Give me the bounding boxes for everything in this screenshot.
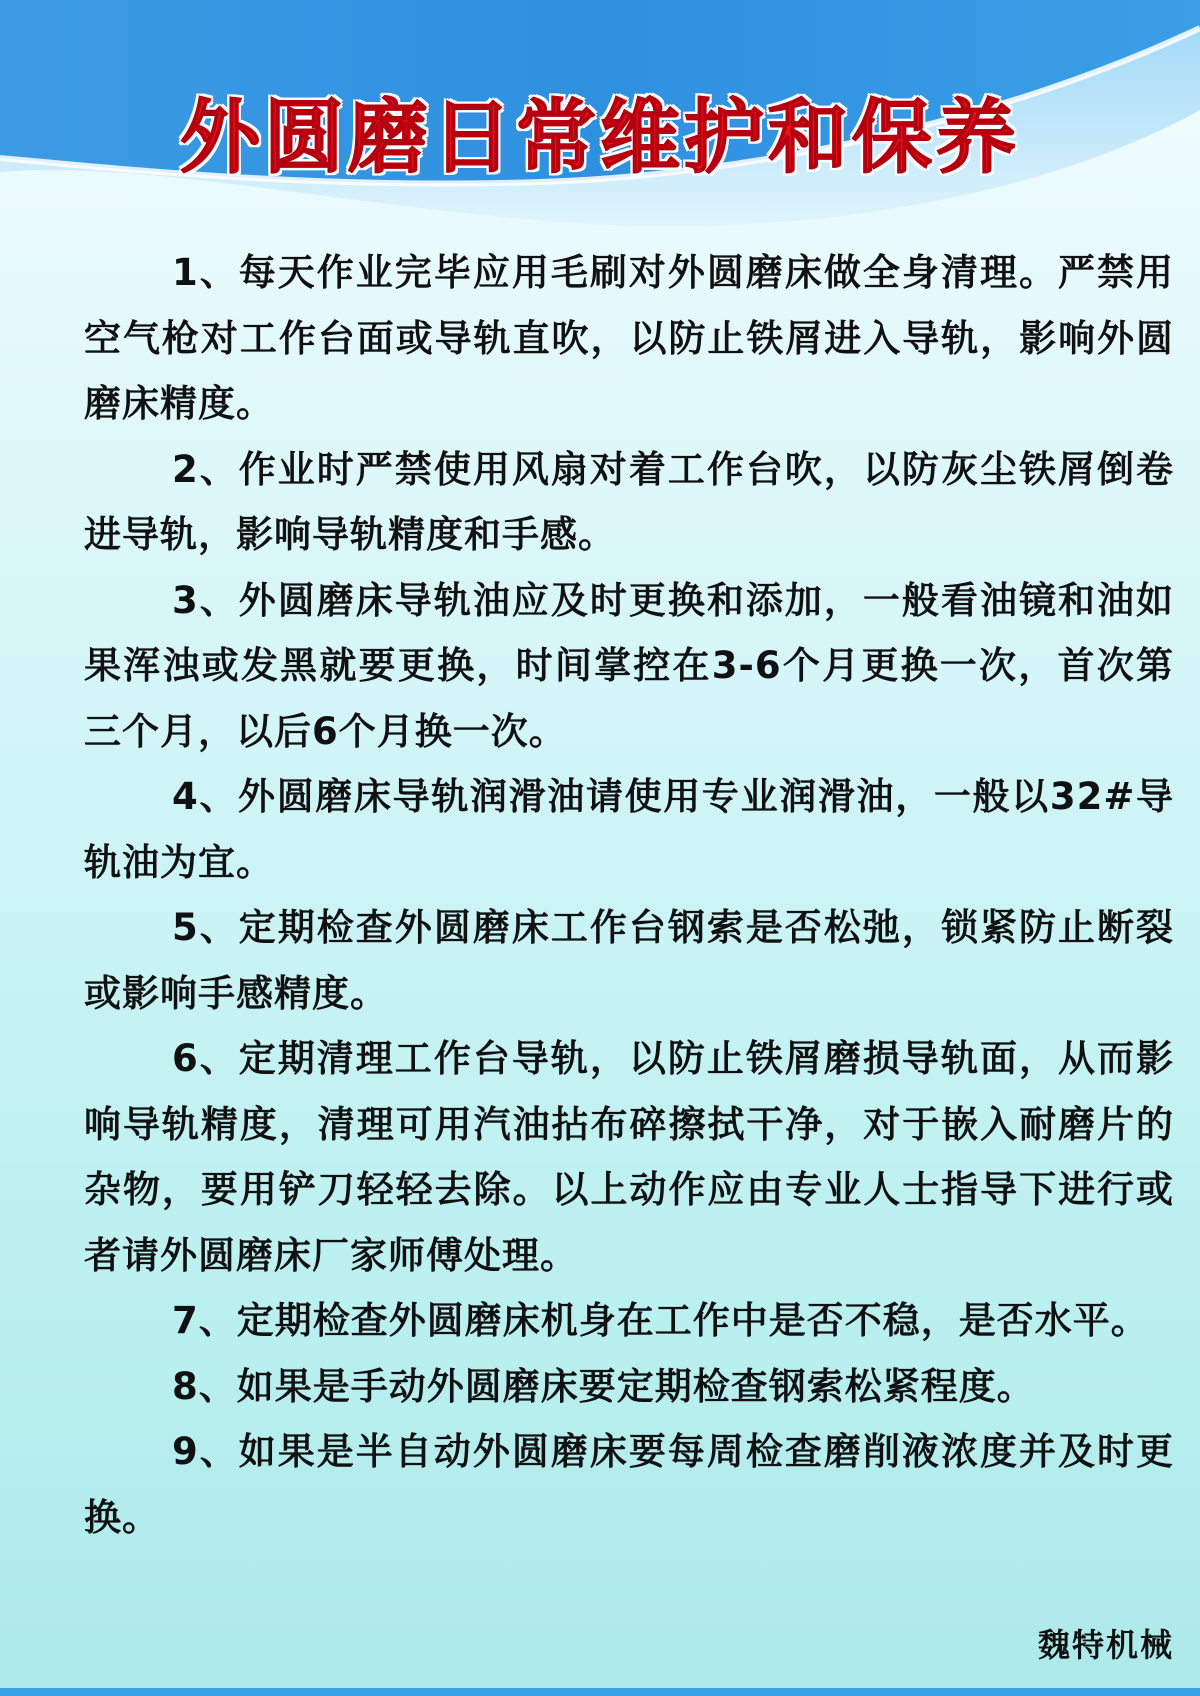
page-title: 外圆磨日常维护和保养 [180, 90, 1020, 184]
list-item: 7、定期检查外圆磨床机身在工作中是否不稳，是否水平。 [172, 1299, 1149, 1342]
list-item: 8、如果是手动外圆磨床要定期检查钢索松紧程度。 [172, 1364, 1035, 1408]
list-item: 1、每天作业完毕应用毛刷对外圆磨床做全身清理。严禁用空气枪对工作台面或导轨直吹，以防止铁屑进入导轨，影响外圆磨床精度。 [84, 251, 1174, 425]
list-item: 5、定期检查外圆磨床工作台钢索是否松弛，锁紧防止断裂或影响手感精度。 [84, 906, 1174, 1015]
list-item: 4、外圆磨床导轨润滑油请使用专业润滑油，一般以32#导轨油为宜。 [84, 775, 1174, 884]
bottom-bar [0, 1688, 1200, 1696]
maintenance-list [84, 240, 1174, 1550]
list-item: 9、如果是半自动外圆磨床要每周检查磨削液浓度并及时更换。 [84, 1430, 1174, 1539]
company-name: 魏特机械 [1037, 1626, 1174, 1664]
list-item: 6、定期清理工作台导轨，以防止铁屑磨损导轨面，从而影响导轨精度，清理可用汽油拈布碎擦拭干净，对于嵌入耐磨片的杂物，要用铲刀轻轻去除。以上动作应由专业人士指导下进行或者请外圆磨床厂家师傅处理。 [84, 1037, 1174, 1277]
list-item: 3、外圆磨床导轨油应及时更换和添加，一般看油镜和油如果浑浊或发黑就要更换，时间掌控在3-6个月更换一次，首次第三个月，以后6个月换一次。 [84, 578, 1174, 753]
list-item: 2、作业时严禁使用风扇对着工作台吹，以防灰尘铁屑倒卷进导轨，影响导轨精度和手感。 [84, 447, 1174, 556]
